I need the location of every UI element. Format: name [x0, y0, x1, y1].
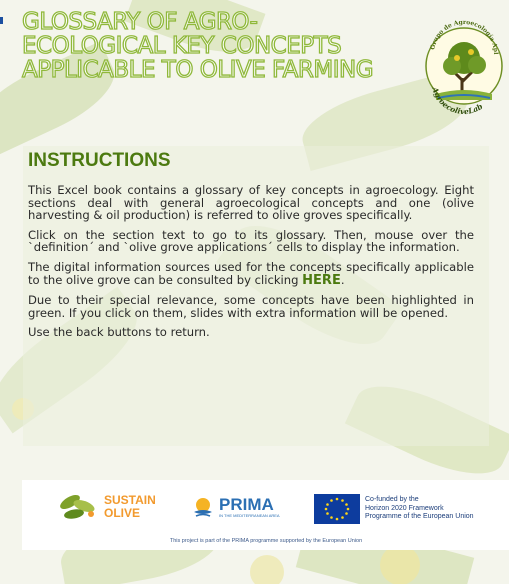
prima-logo [190, 494, 280, 520]
agroecolivelab-logo [424, 10, 504, 122]
footer-footnote: This project is part of the PRIMA programme supported by the European Union [169, 538, 363, 544]
eu-text-line-1: Co-funded by the [365, 496, 419, 504]
title-line-3: APPLICABLE TO OLIVE FARMING [22, 57, 374, 83]
paragraph-3-text: The digital information sources used for the concepts specifically applicable to the olive grove can be consulted by clicking [28, 259, 474, 287]
instructions-paragraph-3 [28, 261, 474, 287]
logo-name: AgroecoliveLab [430, 86, 485, 117]
edge-marker [0, 17, 3, 24]
eu-text-line-2: Horizon 2020 Framework [365, 504, 444, 512]
sustainolive-leaf-icon [58, 492, 100, 522]
logo-arc-text: Grupo de Agroecología Apl [429, 18, 500, 55]
sources-here-link[interactable]: HERE [302, 272, 341, 288]
sustainolive-logo [58, 492, 156, 522]
eu-text-line-3: Programme of the European Union [365, 513, 474, 521]
instructions-paragraph-4: Due to their special relevance, some concepts have been highlighted in green. If you click on them, slides with extra information will be opened. [28, 293, 474, 320]
title-line-2: ECOLOGICAL KEY CONCEPTS [22, 33, 342, 59]
page-title [22, 10, 422, 82]
sustain-label: SUSTAIN [104, 493, 156, 507]
sponsor-footer [22, 480, 509, 550]
title-line-1: GLOSSARY OF AGRO- [22, 9, 258, 35]
eu-cofunding-badge [314, 494, 474, 524]
instructions-paragraph-2: Click on the section text to go to its glossary. Then, mouse over the `definition´ and `olive grove applications´ cells to display the information. [28, 227, 474, 255]
instructions-paragraph-1: This Excel book contains a glossary of key concepts in agroecology. Eight sections deal with general agroecological concepts and one (olive harvesting & oil production) is referred to olive groves specifically. [28, 183, 474, 223]
prima-name: PRIMA [219, 495, 274, 514]
eu-flag-icon [314, 494, 360, 524]
instructions-heading: INSTRUCTIONS [28, 150, 171, 171]
paragraph-3-end: . [340, 272, 345, 287]
instructions-body [28, 184, 474, 346]
instructions-paragraph-5: Use the back buttons to return. [28, 325, 210, 340]
olive-label: OLIVE [104, 506, 141, 520]
prima-sun-icon [190, 494, 216, 520]
prima-subtitle: IN THE MEDITERRANEAN AREA [219, 513, 280, 518]
